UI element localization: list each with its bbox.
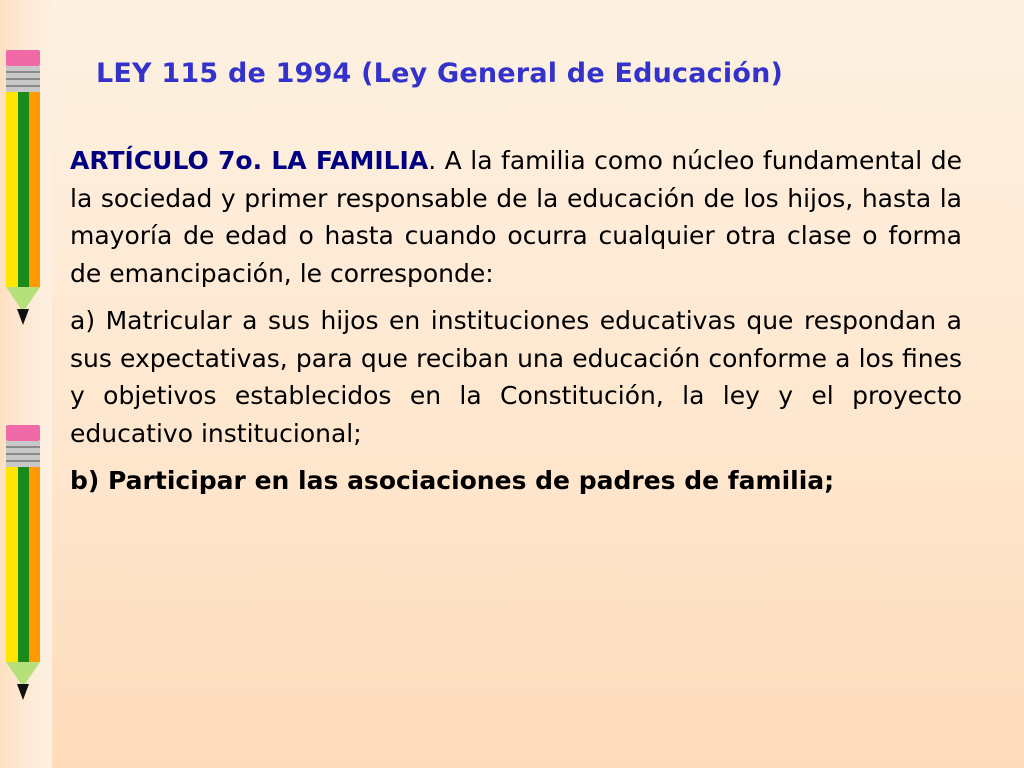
item-a: a) Matricular a sus hijos en instituciones educativas que respondan a sus expectativas, para que reciban una educación conforme a los fines y objetivos establecidos en la Constitución, la ley y el proyecto educativo institucional; [70,306,962,448]
article-paragraph [70,142,962,292]
article-heading: ARTÍCULO 7o. LA FAMILIA [70,146,429,175]
item-b: b) Participar en las asociaciones de padres de familia; [70,466,835,495]
article-intro: A la familia como núcleo fundamental de la sociedad y primer responsable de la educación de los hijos, hasta la mayoría de edad o hasta cuando ocurra cualquier otra clase o forma de emancipación, le corresponde: [70,146,963,288]
pencil-icon [2,50,42,328]
article-heading-period: . [428,146,437,175]
slide-title: LEY 115 de 1994 (Ley General de Educación) [96,58,784,89]
slide-body [70,142,962,510]
pencil-icon [2,425,42,703]
